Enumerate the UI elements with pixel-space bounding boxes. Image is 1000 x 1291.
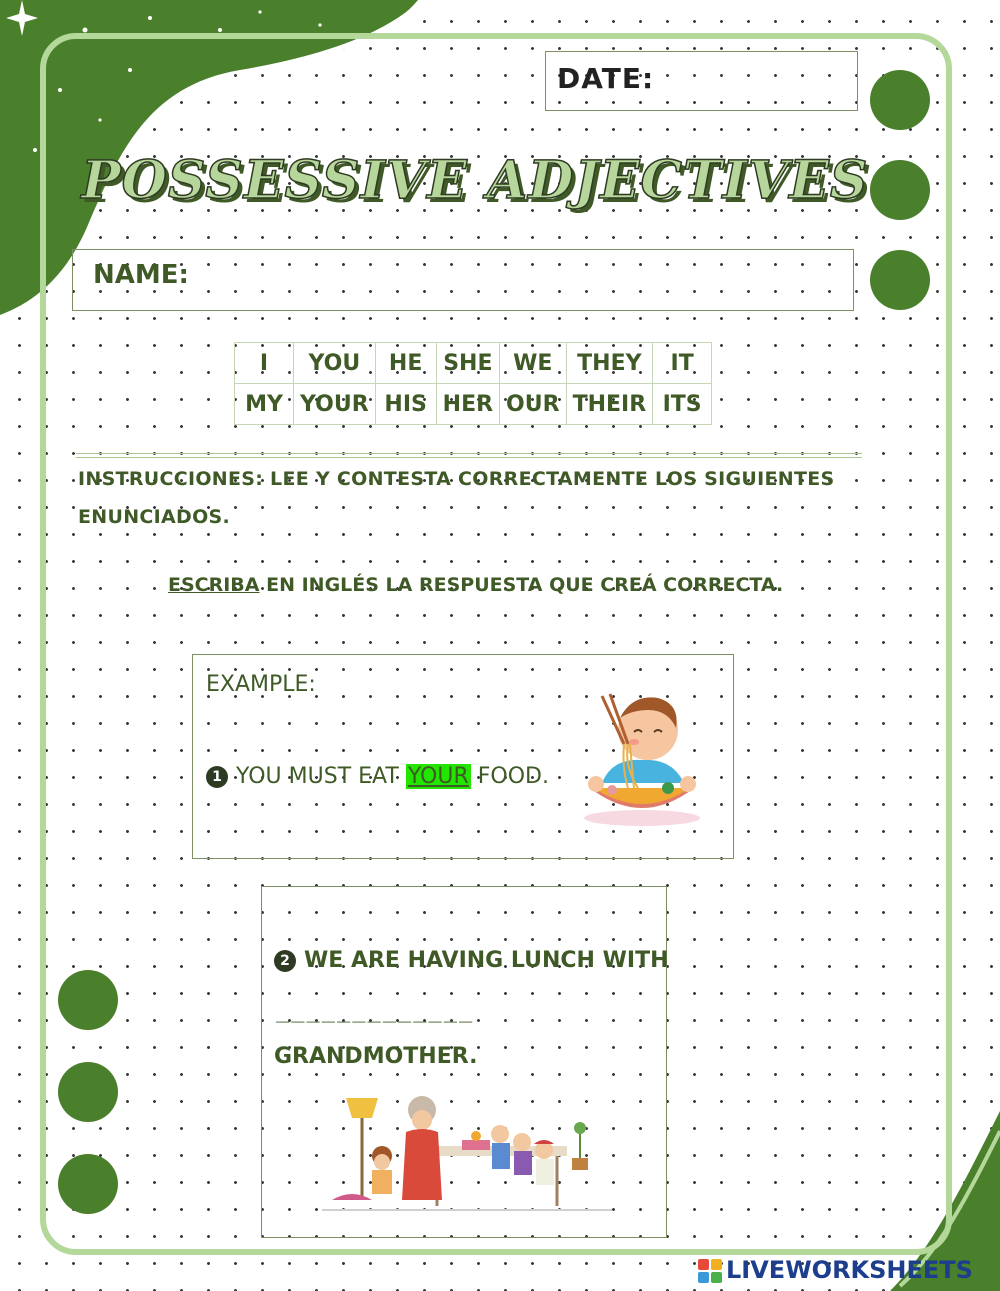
table-cell: ITS: [653, 384, 712, 425]
question-text: [274, 948, 669, 973]
table-cell: OUR: [500, 384, 567, 425]
table-cell: THEIR: [566, 384, 653, 425]
example-text-before: YOU MUST EAT: [236, 764, 406, 789]
table-cell: YOUR: [294, 384, 376, 425]
table-cell: MY: [235, 384, 294, 425]
subject-pronoun-row: [235, 343, 712, 384]
name-label: NAME:: [93, 260, 189, 290]
table-cell: THEY: [566, 343, 653, 384]
number-badge: 1: [206, 766, 228, 788]
liveworksheets-mark-icon: [698, 1259, 722, 1283]
decor-circle: [870, 70, 930, 130]
table-cell: I: [235, 343, 294, 384]
table-cell: IT: [653, 343, 712, 384]
name-field[interactable]: [72, 249, 854, 311]
question-line-3: GRANDMOTHER.: [274, 1044, 478, 1069]
pronoun-table: [234, 342, 712, 425]
answer-blank[interactable]: _____________: [276, 998, 475, 1023]
family-lunch-illustration: [322, 1088, 612, 1218]
table-cell: HIS: [375, 384, 436, 425]
example-sentence: [206, 764, 549, 789]
instructions-text: INSTRUCCIONES: LEE Y CONTESTA CORRECTAMENTE LOS SIGUIENTES ENUNCIADOS.: [78, 468, 835, 528]
possessive-adjective-row: [235, 384, 712, 425]
sub-instructions-keyword: ESCRIBA: [168, 574, 260, 596]
decor-circle: [58, 970, 118, 1030]
sub-instructions: [168, 574, 783, 596]
sub-instructions-text: EN INGLÉS LA RESPUESTA QUE CREÁ CORRECTA.: [259, 574, 784, 596]
decor-circle: [58, 1062, 118, 1122]
divider: [76, 457, 862, 458]
question-line-1: WE ARE HAVING LUNCH WITH: [304, 948, 669, 973]
worksheet-title: POSSESSIVE ADJECTIVES: [81, 150, 869, 211]
boy-eating-noodles-illustration: [572, 688, 712, 828]
table-cell: HER: [436, 384, 499, 425]
example-answer: YOUR: [407, 764, 469, 789]
liveworksheets-logo: [698, 1256, 973, 1284]
table-cell: SHE: [436, 343, 499, 384]
brand-name: LIVEWORKSHEETS: [726, 1256, 973, 1284]
divider: [76, 453, 862, 454]
table-cell: HE: [375, 343, 436, 384]
number-badge: 2: [274, 950, 296, 972]
example-label: EXAMPLE:: [206, 672, 316, 697]
decor-circle: [58, 1154, 118, 1214]
date-label: DATE:: [557, 62, 655, 95]
table-cell: YOU: [294, 343, 376, 384]
decor-circle: [870, 250, 930, 310]
table-cell: WE: [500, 343, 567, 384]
example-text-after: FOOD.: [470, 764, 549, 789]
